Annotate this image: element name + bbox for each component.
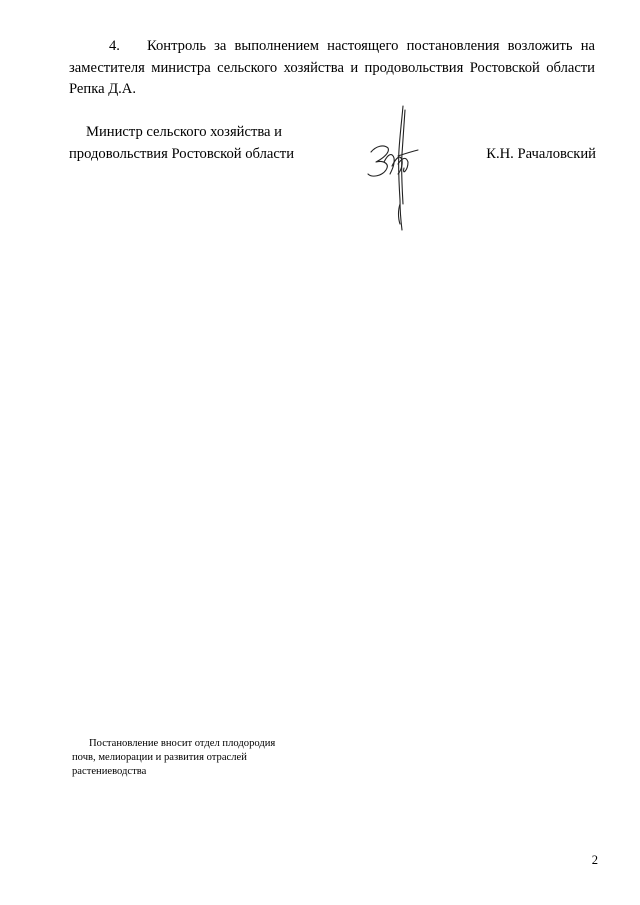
position-line-2: продовольствия Ростовской области — [69, 146, 294, 162]
paragraph-number: 4. — [109, 38, 120, 54]
paragraph-4 — [69, 36, 595, 101]
footnote-line-1: Постановление вносит отдел плодородия — [89, 738, 276, 749]
footnote — [72, 737, 322, 779]
position-line-1: Министр сельского хозяйства и — [86, 124, 282, 140]
signer-name: К.Н. Рачаловский — [486, 146, 596, 162]
footnote-line-3: растениеводства — [72, 766, 147, 777]
page-number: 2 — [591, 853, 598, 867]
handwritten-signature — [362, 104, 426, 232]
signatory-position — [69, 121, 319, 165]
paragraph-text-wrap — [69, 36, 595, 101]
paragraph-text: Контроль за выполнением настоящего постановления возложить на заместителя министра сельского хозяйства и продовольствия Ростовской области Репка Д.А. — [69, 38, 595, 98]
footnote-line-2: почв, мелиорации и развития отраслей — [72, 752, 247, 763]
